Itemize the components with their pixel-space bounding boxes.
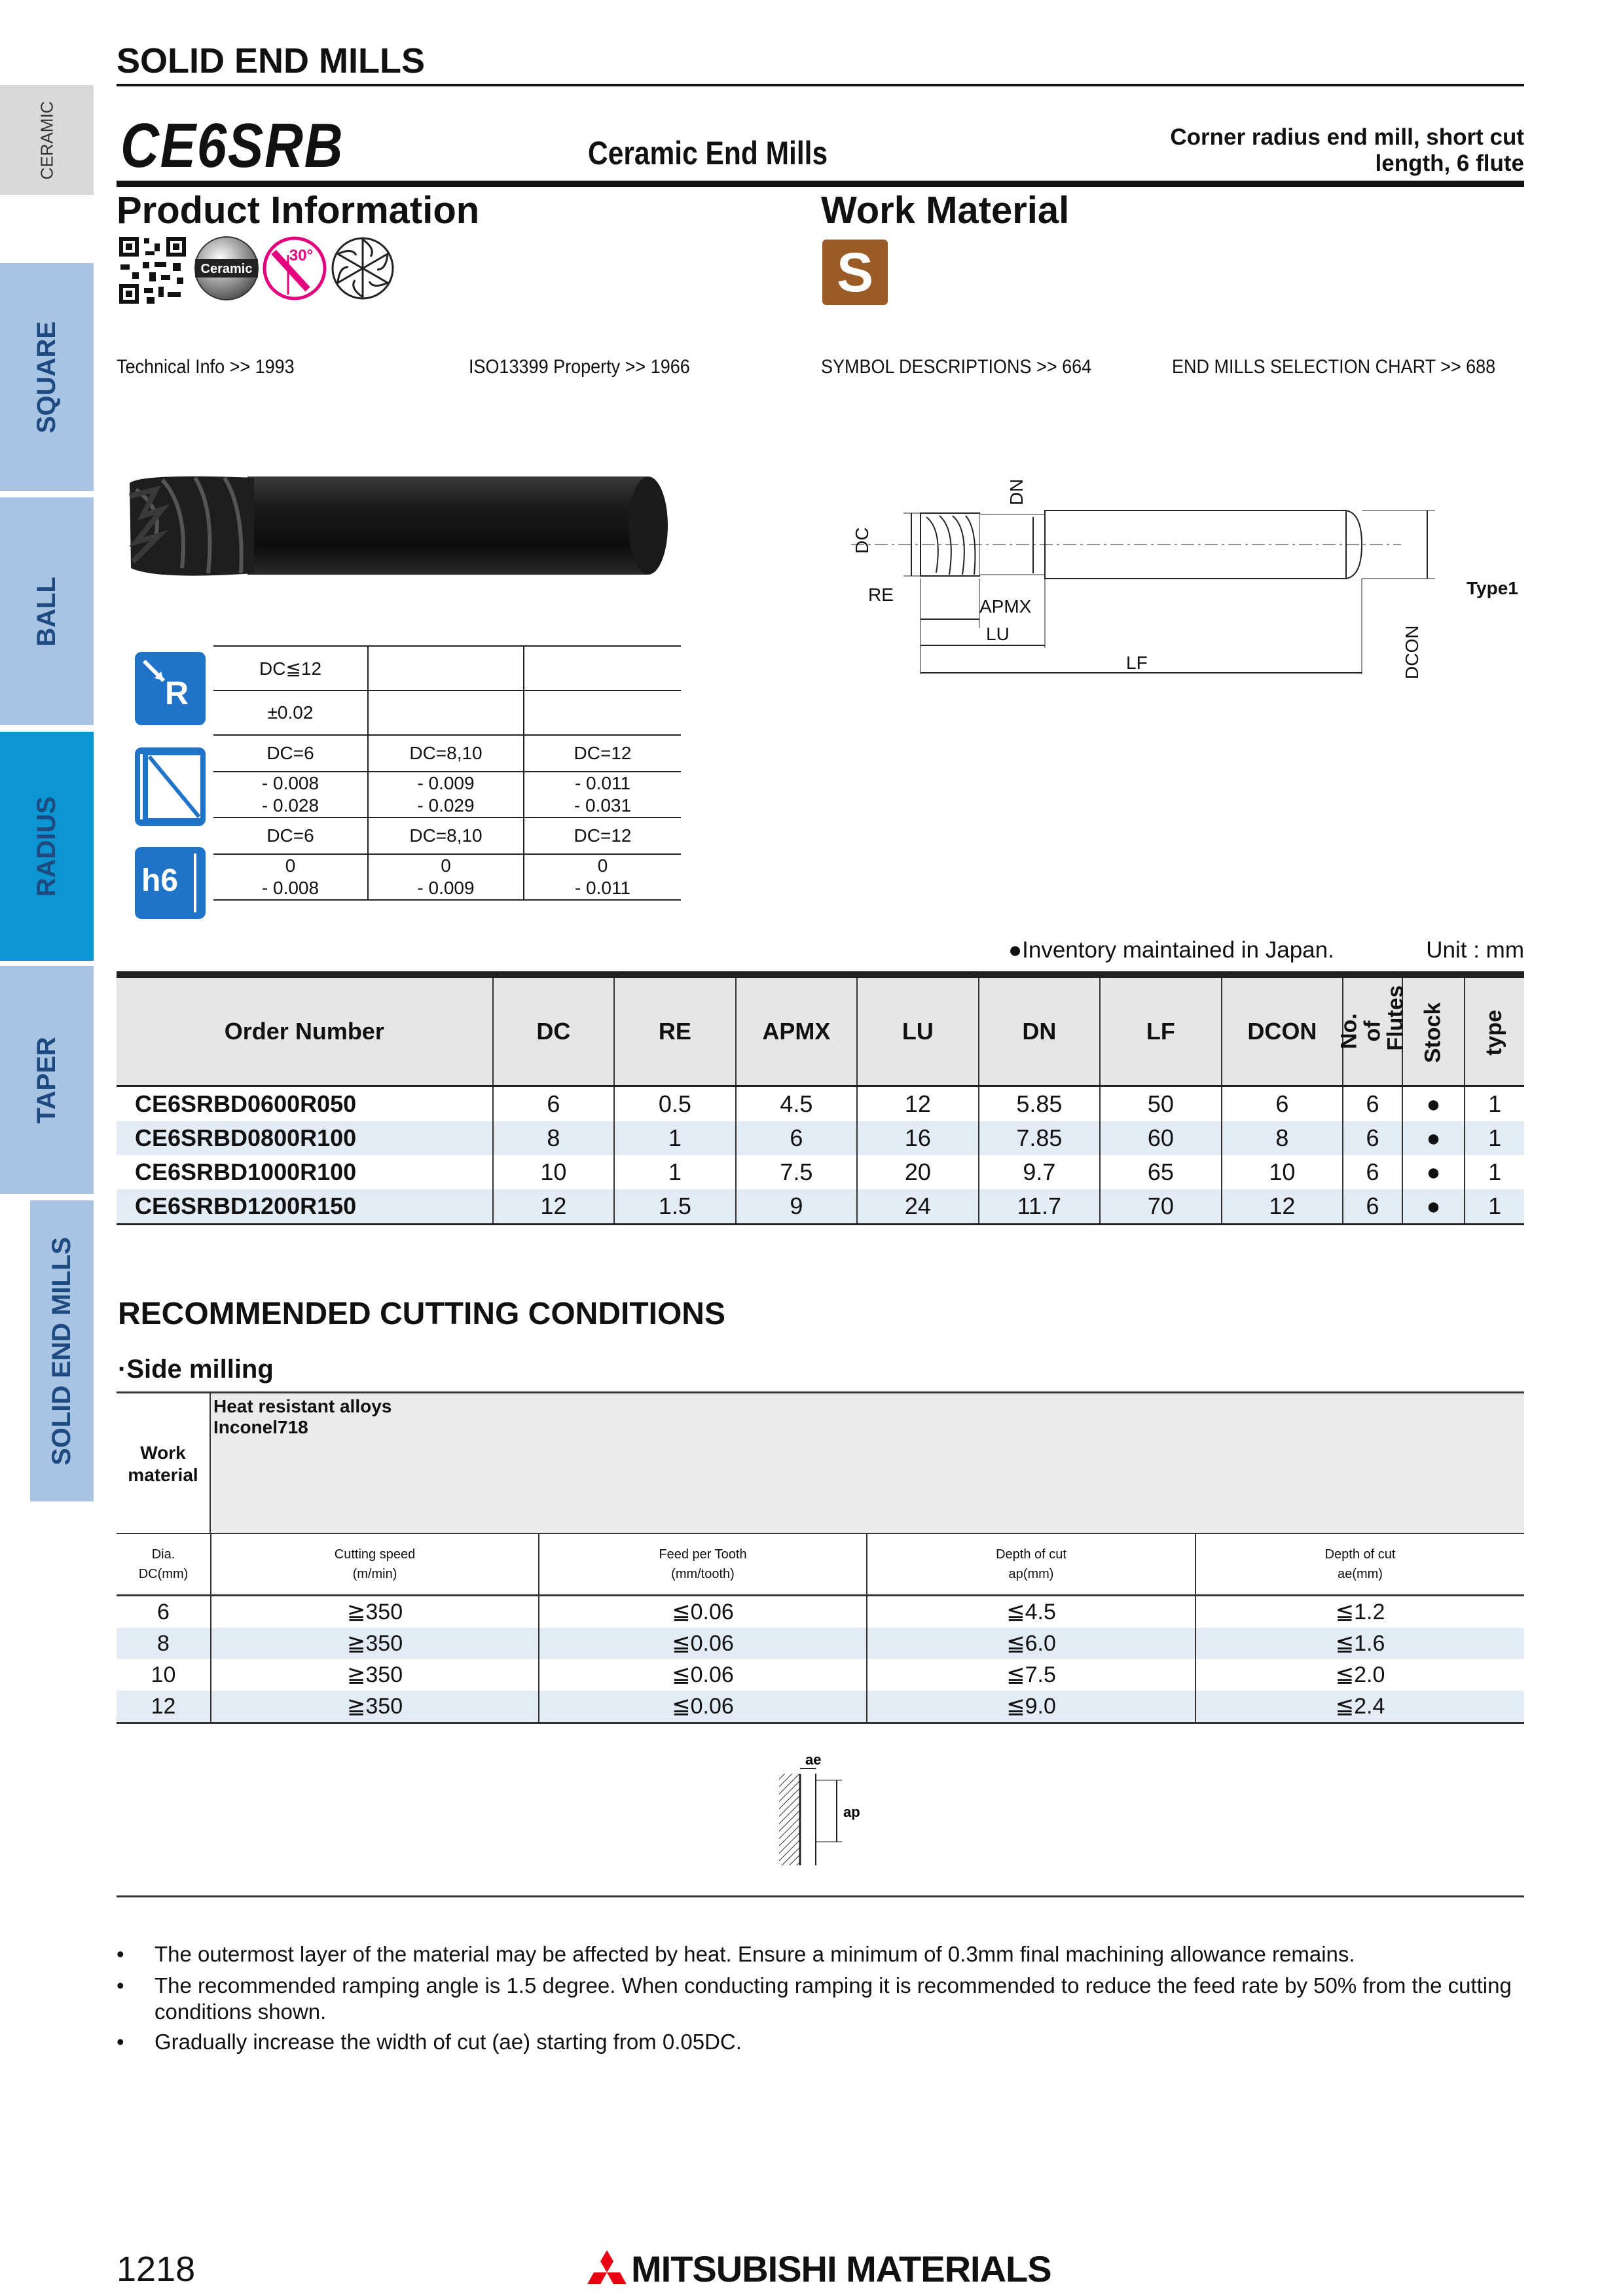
table-cell: 0.5: [614, 1086, 736, 1122]
tolerance-cell: [368, 691, 524, 735]
col-stock-label: Stock: [1420, 1002, 1446, 1064]
product-code: CE6SRB: [120, 111, 344, 181]
tolerance-cell: DC=12: [524, 735, 681, 772]
tab-label: SOLID END MILLS: [47, 1236, 77, 1465]
cut-depth-diagram: [766, 1748, 884, 1872]
angle-badge-label: 30°: [289, 247, 314, 264]
tolerance-cell: ±0.02: [213, 691, 368, 735]
cutting-conditions-title: RECOMMENDED CUTTING CONDITIONS: [118, 1297, 725, 1331]
col-feed-per-tooth: Feed per Tooth (mm/tooth): [539, 1534, 867, 1596]
table-cell: ≧350: [211, 1628, 539, 1659]
note-text: The recommended ramping angle is 1.5 degree. When conducting ramping it is recommended to reduce the feed rate by 50% from the cutting conditions shown.: [155, 1973, 1512, 2024]
tolerance-row: [213, 772, 681, 817]
col-stock: [1402, 975, 1465, 1086]
table-cell: 8: [117, 1628, 211, 1659]
tolerance-cell: [524, 646, 681, 691]
r-icon-label: R: [165, 675, 189, 711]
stock-cell: ●: [1402, 1155, 1465, 1189]
header-thick-rule: [117, 181, 1524, 187]
tab-solid-end-mills[interactable]: [30, 1200, 94, 1501]
table-cell: ≦0.06: [539, 1628, 867, 1659]
tolerance-row: [213, 735, 681, 772]
note-text: The outermost layer of the material may be affected by heat. Ensure a minimum of 0.3mm final machining allowance remains.: [155, 1942, 1355, 1966]
table-cell: 7.85: [979, 1121, 1101, 1155]
cutting-row: [117, 1628, 1524, 1659]
unit-note: Unit : mm: [1426, 937, 1524, 963]
table-cell: 6: [1222, 1086, 1343, 1122]
inventory-note: ●Inventory maintained in Japan.: [1008, 937, 1334, 963]
table-cell: 1: [1465, 1189, 1524, 1225]
table-cell: 1: [614, 1155, 736, 1189]
table-row[interactable]: [117, 1189, 1524, 1225]
flute-cross-section-icon: [330, 236, 395, 301]
table-cell: ≦2.4: [1195, 1691, 1524, 1723]
order-number-cell[interactable]: CE6SRBD0600R050: [117, 1086, 493, 1122]
tolerance-cell: - 0.008 - 0.028: [213, 772, 368, 817]
tolerance-row: [213, 691, 681, 735]
note-text: Gradually increase the width of cut (ae) starting from 0.05DC.: [155, 2030, 742, 2054]
section-title: SOLID END MILLS: [117, 41, 425, 81]
technical-drawing: [838, 458, 1532, 681]
table-cell: 6: [1343, 1189, 1402, 1225]
table-row[interactable]: [117, 1155, 1524, 1189]
note-item: • The recommended ramping angle is 1.5 degree. When conducting ramping it is recommended to reduce the feed rate by 50% from the cutting conditions shown.: [117, 1973, 1504, 2025]
link-symbol-descriptions[interactable]: SYMBOL DESCRIPTIONS >> 664: [821, 356, 1092, 378]
tolerance-cell: DC=6: [213, 817, 368, 854]
end-mill-photo: [117, 470, 673, 581]
table-cell: ≦4.5: [867, 1596, 1195, 1628]
table-cell: 6: [1343, 1155, 1402, 1189]
table-cell: 24: [857, 1189, 979, 1225]
mitsubishi-logo-icon: [585, 2249, 629, 2287]
table-cell: 1: [614, 1121, 736, 1155]
table-cell: 12: [857, 1086, 979, 1122]
tolerance-cell: DC=8,10: [368, 735, 524, 772]
page-number: 1218: [117, 2250, 196, 2289]
table-row[interactable]: [117, 1121, 1524, 1155]
qr-code-icon[interactable]: [118, 236, 187, 305]
work-material-title: Work Material: [821, 189, 1070, 232]
product-table: [117, 971, 1524, 1225]
label-apmx: APMX: [979, 596, 1032, 617]
tolerance-cell: - 0.009 - 0.029: [368, 772, 524, 817]
brand-name: MITSUBISHI MATERIALS: [631, 2248, 1051, 2289]
tolerance-cell: [368, 646, 524, 691]
stock-cell: ●: [1402, 1189, 1465, 1225]
note-item: • Gradually increase the width of cut (ae) starting from 0.05DC.: [117, 2029, 1504, 2055]
label-dc: DC: [852, 527, 872, 554]
col-lu: LU: [857, 975, 979, 1086]
table-cell: ≧350: [211, 1659, 539, 1691]
table-cell: 5.85: [979, 1086, 1101, 1122]
work-material-s-icon: S: [822, 240, 888, 305]
label-dn: DN: [1006, 478, 1027, 505]
table-cell: 10: [1222, 1155, 1343, 1189]
work-material-block: [117, 1391, 1524, 1535]
material-line2: Inconel718: [213, 1417, 308, 1437]
tab-taper[interactable]: [0, 966, 94, 1194]
col-re: RE: [614, 975, 736, 1086]
col-diameter: Dia. DC(mm): [117, 1534, 211, 1596]
table-cell: 6: [1343, 1121, 1402, 1155]
table-cell: 10: [493, 1155, 615, 1189]
product-table-header: [117, 975, 1524, 1086]
ceramic-badge-label: Ceramic: [200, 262, 253, 276]
label-ap: ap: [843, 1804, 860, 1820]
cutting-conditions-table: [117, 1533, 1524, 1724]
table-cell: 4.5: [736, 1086, 858, 1122]
col-lf: LF: [1100, 975, 1222, 1086]
label-dcon: DCON: [1402, 625, 1422, 679]
col-dcon: DCON: [1222, 975, 1343, 1086]
table-cell: 9.7: [979, 1155, 1101, 1189]
label-type: Type1: [1467, 578, 1518, 598]
side-milling-subtitle: ·Side milling: [118, 1355, 274, 1384]
tolerance-row: [213, 817, 681, 854]
tolerance-cell: DC=12: [524, 817, 681, 854]
tolerance-row: [213, 854, 681, 900]
tolerance-cell: 0 - 0.009: [368, 854, 524, 900]
corner-radius-tolerance-icon: [135, 652, 206, 725]
order-number-cell[interactable]: CE6SRBD0800R100: [117, 1121, 493, 1155]
note-item: • The outermost layer of the material may be affected by heat. Ensure a minimum of 0.3mm final machining allowance remains.: [117, 1941, 1504, 1967]
material-line1: Heat resistant alloys: [213, 1396, 392, 1416]
col-apmx: APMX: [736, 975, 858, 1086]
table-cell: ≧350: [211, 1596, 539, 1628]
tolerance-cell: 0 - 0.008: [213, 854, 368, 900]
table-cell: ≦6.0: [867, 1628, 1195, 1659]
link-iso13399[interactable]: ISO13399 Property >> 1966: [469, 356, 690, 378]
tab-label: RADIUS: [32, 796, 61, 897]
table-cell: ≦1.6: [1195, 1628, 1524, 1659]
col-order-number: Order Number: [117, 975, 493, 1086]
stock-cell: ●: [1402, 1121, 1465, 1155]
table-cell: 1: [1488, 1090, 1502, 1117]
product-description: Corner radius end mill, short cut length, 6 flute: [1170, 124, 1524, 176]
col-depth-ap: Depth of cut ap(mm): [867, 1534, 1195, 1596]
table-cell: 12: [117, 1691, 211, 1723]
table-cell: 10: [117, 1659, 211, 1691]
col-depth-ae: Depth of cut ae(mm): [1195, 1534, 1524, 1596]
notes-divider: [117, 1895, 1524, 1897]
col-flutes-label: No. of Flutes: [1336, 985, 1408, 1051]
table-cell: 11.7: [979, 1189, 1101, 1225]
tab-square[interactable]: [0, 263, 94, 491]
table-cell: 1: [1465, 1121, 1524, 1155]
label-lf: LF: [1126, 653, 1148, 673]
table-cell: 65: [1100, 1155, 1222, 1189]
diameter-tolerance-icon: [135, 747, 206, 826]
tab-label: TAPER: [31, 1036, 61, 1124]
table-cell: 50: [1100, 1086, 1222, 1122]
table-cell: 6: [1343, 1086, 1402, 1122]
table-cell: 1: [1488, 1158, 1502, 1185]
table-cell: ≦0.06: [539, 1596, 867, 1628]
tolerance-cell: DC=8,10: [368, 817, 524, 854]
table-cell: 6: [117, 1596, 211, 1628]
table-cell: 20: [857, 1155, 979, 1189]
table-cell: 6: [736, 1121, 858, 1155]
tab-label: CERAMIC: [37, 101, 56, 179]
col-flutes: [1336, 975, 1408, 1086]
helix-angle-icon: [262, 236, 327, 301]
col-type: [1465, 975, 1524, 1086]
label-re: RE: [868, 584, 894, 605]
table-cell: 7.5: [736, 1155, 858, 1189]
h6-tolerance-icon: [135, 847, 206, 919]
table-cell: 70: [1100, 1189, 1222, 1225]
col-cutting-speed: Cutting speed (m/min): [211, 1534, 539, 1596]
label-lu: LU: [986, 624, 1010, 644]
product-info-title: Product Information: [117, 189, 480, 232]
table-cell: 12: [493, 1189, 615, 1225]
tolerance-table: [213, 645, 681, 901]
col-dn: DN: [979, 975, 1101, 1086]
tolerance-cell: - 0.011 - 0.031: [524, 772, 681, 817]
table-cell: ≦7.5: [867, 1659, 1195, 1691]
link-technical-info[interactable]: Technical Info >> 1993: [117, 356, 295, 378]
table-row[interactable]: [117, 1086, 1524, 1122]
tolerance-cell: [524, 691, 681, 735]
order-number-cell[interactable]: CE6SRBD1200R150: [117, 1189, 493, 1225]
header-rule: [117, 84, 1524, 86]
tab-label: BALL: [31, 576, 61, 647]
tab-label: SQUARE: [32, 321, 62, 433]
material-cell: [211, 1393, 1524, 1535]
product-name: Ceramic End Mills: [588, 135, 828, 171]
tab-ball[interactable]: [0, 497, 94, 725]
stock-cell: ●: [1402, 1086, 1465, 1122]
col-type-label: type: [1482, 1009, 1507, 1056]
tolerance-cell: DC=6: [213, 735, 368, 772]
h6-icon-label: h6: [141, 863, 179, 898]
table-cell: ≦0.06: [539, 1691, 867, 1723]
tolerance-cell: DC≦12: [213, 646, 368, 691]
order-number-cell[interactable]: CE6SRBD1000R100: [117, 1155, 493, 1189]
table-cell: 8: [1222, 1121, 1343, 1155]
table-cell: 6: [493, 1086, 615, 1122]
ceramic-material-icon: [194, 236, 259, 301]
cutting-row: [117, 1691, 1524, 1723]
table-cell: ≦1.2: [1335, 1600, 1385, 1624]
tolerance-cell: 0 - 0.011: [524, 854, 681, 900]
table-cell: 12: [1222, 1189, 1343, 1225]
table-cell: 1.5: [614, 1189, 736, 1225]
work-material-label: Work material: [117, 1393, 211, 1535]
tab-ceramic[interactable]: [0, 85, 94, 195]
link-end-mills-selection-chart[interactable]: END MILLS SELECTION CHART >> 688: [1172, 356, 1496, 378]
tab-radius[interactable]: [0, 732, 94, 961]
h6-icon-arrow: [194, 853, 196, 912]
table-cell: ≦2.0: [1335, 1662, 1385, 1687]
table-cell: ≧350: [211, 1691, 539, 1723]
cutting-header-row: [117, 1534, 1524, 1596]
cutting-row: [117, 1659, 1524, 1691]
tolerance-row: [213, 646, 681, 691]
label-ae: ae: [805, 1751, 822, 1768]
col-dc: DC: [493, 975, 615, 1086]
table-cell: ≦9.0: [867, 1691, 1195, 1723]
table-cell: 16: [857, 1121, 979, 1155]
table-cell: 60: [1100, 1121, 1222, 1155]
cutting-row: [117, 1596, 1524, 1628]
table-cell: 9: [736, 1189, 858, 1225]
table-cell: 8: [493, 1121, 615, 1155]
table-cell: ≦0.06: [539, 1659, 867, 1691]
